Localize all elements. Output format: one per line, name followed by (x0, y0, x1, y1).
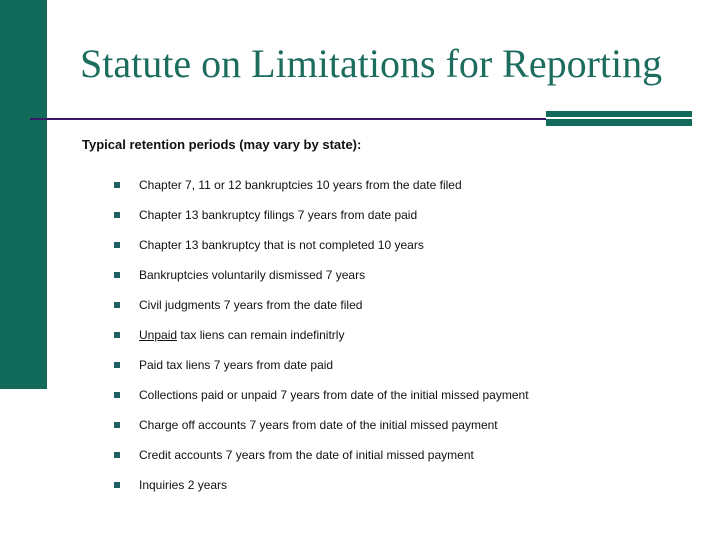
list-item-text: Paid tax liens 7 years from date paid (139, 358, 334, 372)
list-item (114, 380, 529, 410)
list-item (114, 170, 529, 200)
square-bullet-icon (114, 482, 120, 488)
square-bullet-icon (114, 452, 120, 458)
square-bullet-icon (114, 332, 120, 338)
list-item-text: Charge off accounts 7 years from date of the initial missed payment (139, 418, 498, 432)
square-bullet-icon (114, 212, 120, 218)
slide-subtitle: Typical retention periods (may vary by state): (82, 137, 362, 152)
list-item-text: Civil judgments 7 years from the date filed (139, 298, 363, 312)
square-bullet-icon (114, 242, 120, 248)
list-item-text: Inquiries 2 years (139, 478, 228, 492)
list-item (114, 200, 529, 230)
square-bullet-icon (114, 302, 120, 308)
slide-title: Statute on Limitations for Reporting (80, 41, 663, 86)
underlined-word: Unpaid (139, 328, 178, 342)
list-item (114, 320, 529, 350)
list-item (114, 410, 529, 440)
list-item (114, 350, 529, 380)
list-item-text: tax liens can remain indefinitrly (180, 328, 345, 342)
square-bullet-icon (114, 422, 120, 428)
list-item-text: Collections paid or unpaid 7 years from date of the initial missed payment (139, 388, 529, 402)
list-item-text: Chapter 7, 11 or 12 bankruptcies 10 years from the date filed (139, 178, 462, 192)
list-item (114, 260, 529, 290)
list-item (114, 470, 529, 500)
list-item (114, 290, 529, 320)
left-accent-bar (0, 0, 47, 389)
square-bullet-icon (114, 272, 120, 278)
square-bullet-icon (114, 392, 120, 398)
list-item (114, 440, 529, 470)
list-item-text: Credit accounts 7 years from the date of initial missed payment (139, 448, 474, 462)
square-bullet-icon (114, 362, 120, 368)
list-item-text: Chapter 13 bankruptcy that is not completed 10 years (139, 238, 424, 252)
list-item (114, 230, 529, 260)
accent-stripe (546, 117, 692, 119)
square-bullet-icon (114, 182, 120, 188)
list-item-text: Chapter 13 bankruptcy filings 7 years from date paid (139, 208, 418, 222)
accent-block (546, 111, 692, 126)
list-item-text: Bankruptcies voluntarily dismissed 7 years (139, 268, 366, 282)
retention-list (114, 170, 529, 500)
